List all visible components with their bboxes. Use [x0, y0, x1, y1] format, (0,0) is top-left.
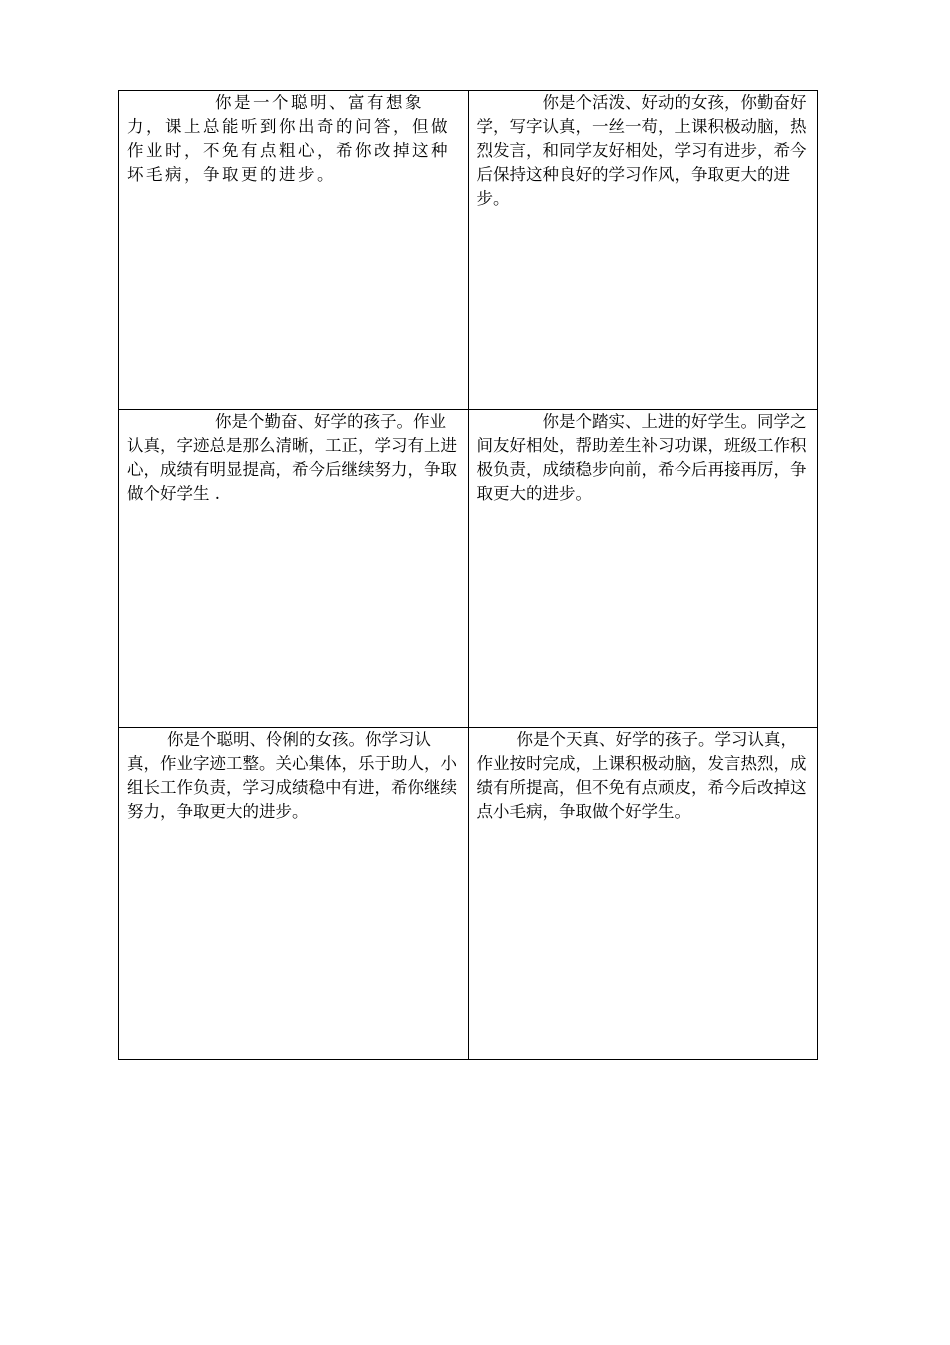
- comment-grid: [118, 90, 818, 1060]
- comment-text: 你是个踏实、上进的好学生。同学之间友好相处，帮助差生补习功课，班级工作积极负责，成绩稳步向前，希今后再接再厉，争取更大的进步。: [476, 411, 807, 503]
- comment-cell: [119, 409, 469, 728]
- comment-text: 你是个聪明、伶俐的女孩。你学习认真，作业字迹工整。关心集体，乐于助人，小组长工作负责，学习成绩稳中有进，希你继续努力，争取更大的进步。: [127, 730, 457, 822]
- comment-text: 你是个勤奋、好学的孩子。作业认真，字迹总是那么清晰，工正，学习有上进心，成绩有明显提高，希今后继续努力，争取做个好学生 .: [127, 411, 457, 503]
- comment-row: [119, 409, 818, 728]
- comment-cell: [468, 409, 818, 728]
- comment-text: 你是一个聪明、富有想象力，课上总能听到你出奇的问答，但做作业时，不免有点粗心，希你改掉这种坏毛病，争取更的进步。: [127, 93, 450, 184]
- comment-text: 你是个活泼、好动的女孩，你勤奋好学，写字认真，一丝一苟，上课积极动脑，热烈发言，和同学友好相处，学习有进步，希今后保持这种良好的学习作风，争取更大的进步。: [476, 93, 807, 208]
- comment-cell: [119, 728, 469, 1060]
- comment-cell: [468, 728, 818, 1060]
- comment-text: 你是个天真、好学的孩子。学习认真，作业按时完成，上课积极动脑，发言热烈，成绩有所提高，但不免有点顽皮，希今后改掉这点小毛病，争取做个好学生。: [476, 730, 807, 822]
- comment-row: [119, 728, 818, 1060]
- comment-row: [119, 91, 818, 410]
- comment-cell: [119, 91, 469, 410]
- comment-cell: [468, 91, 818, 410]
